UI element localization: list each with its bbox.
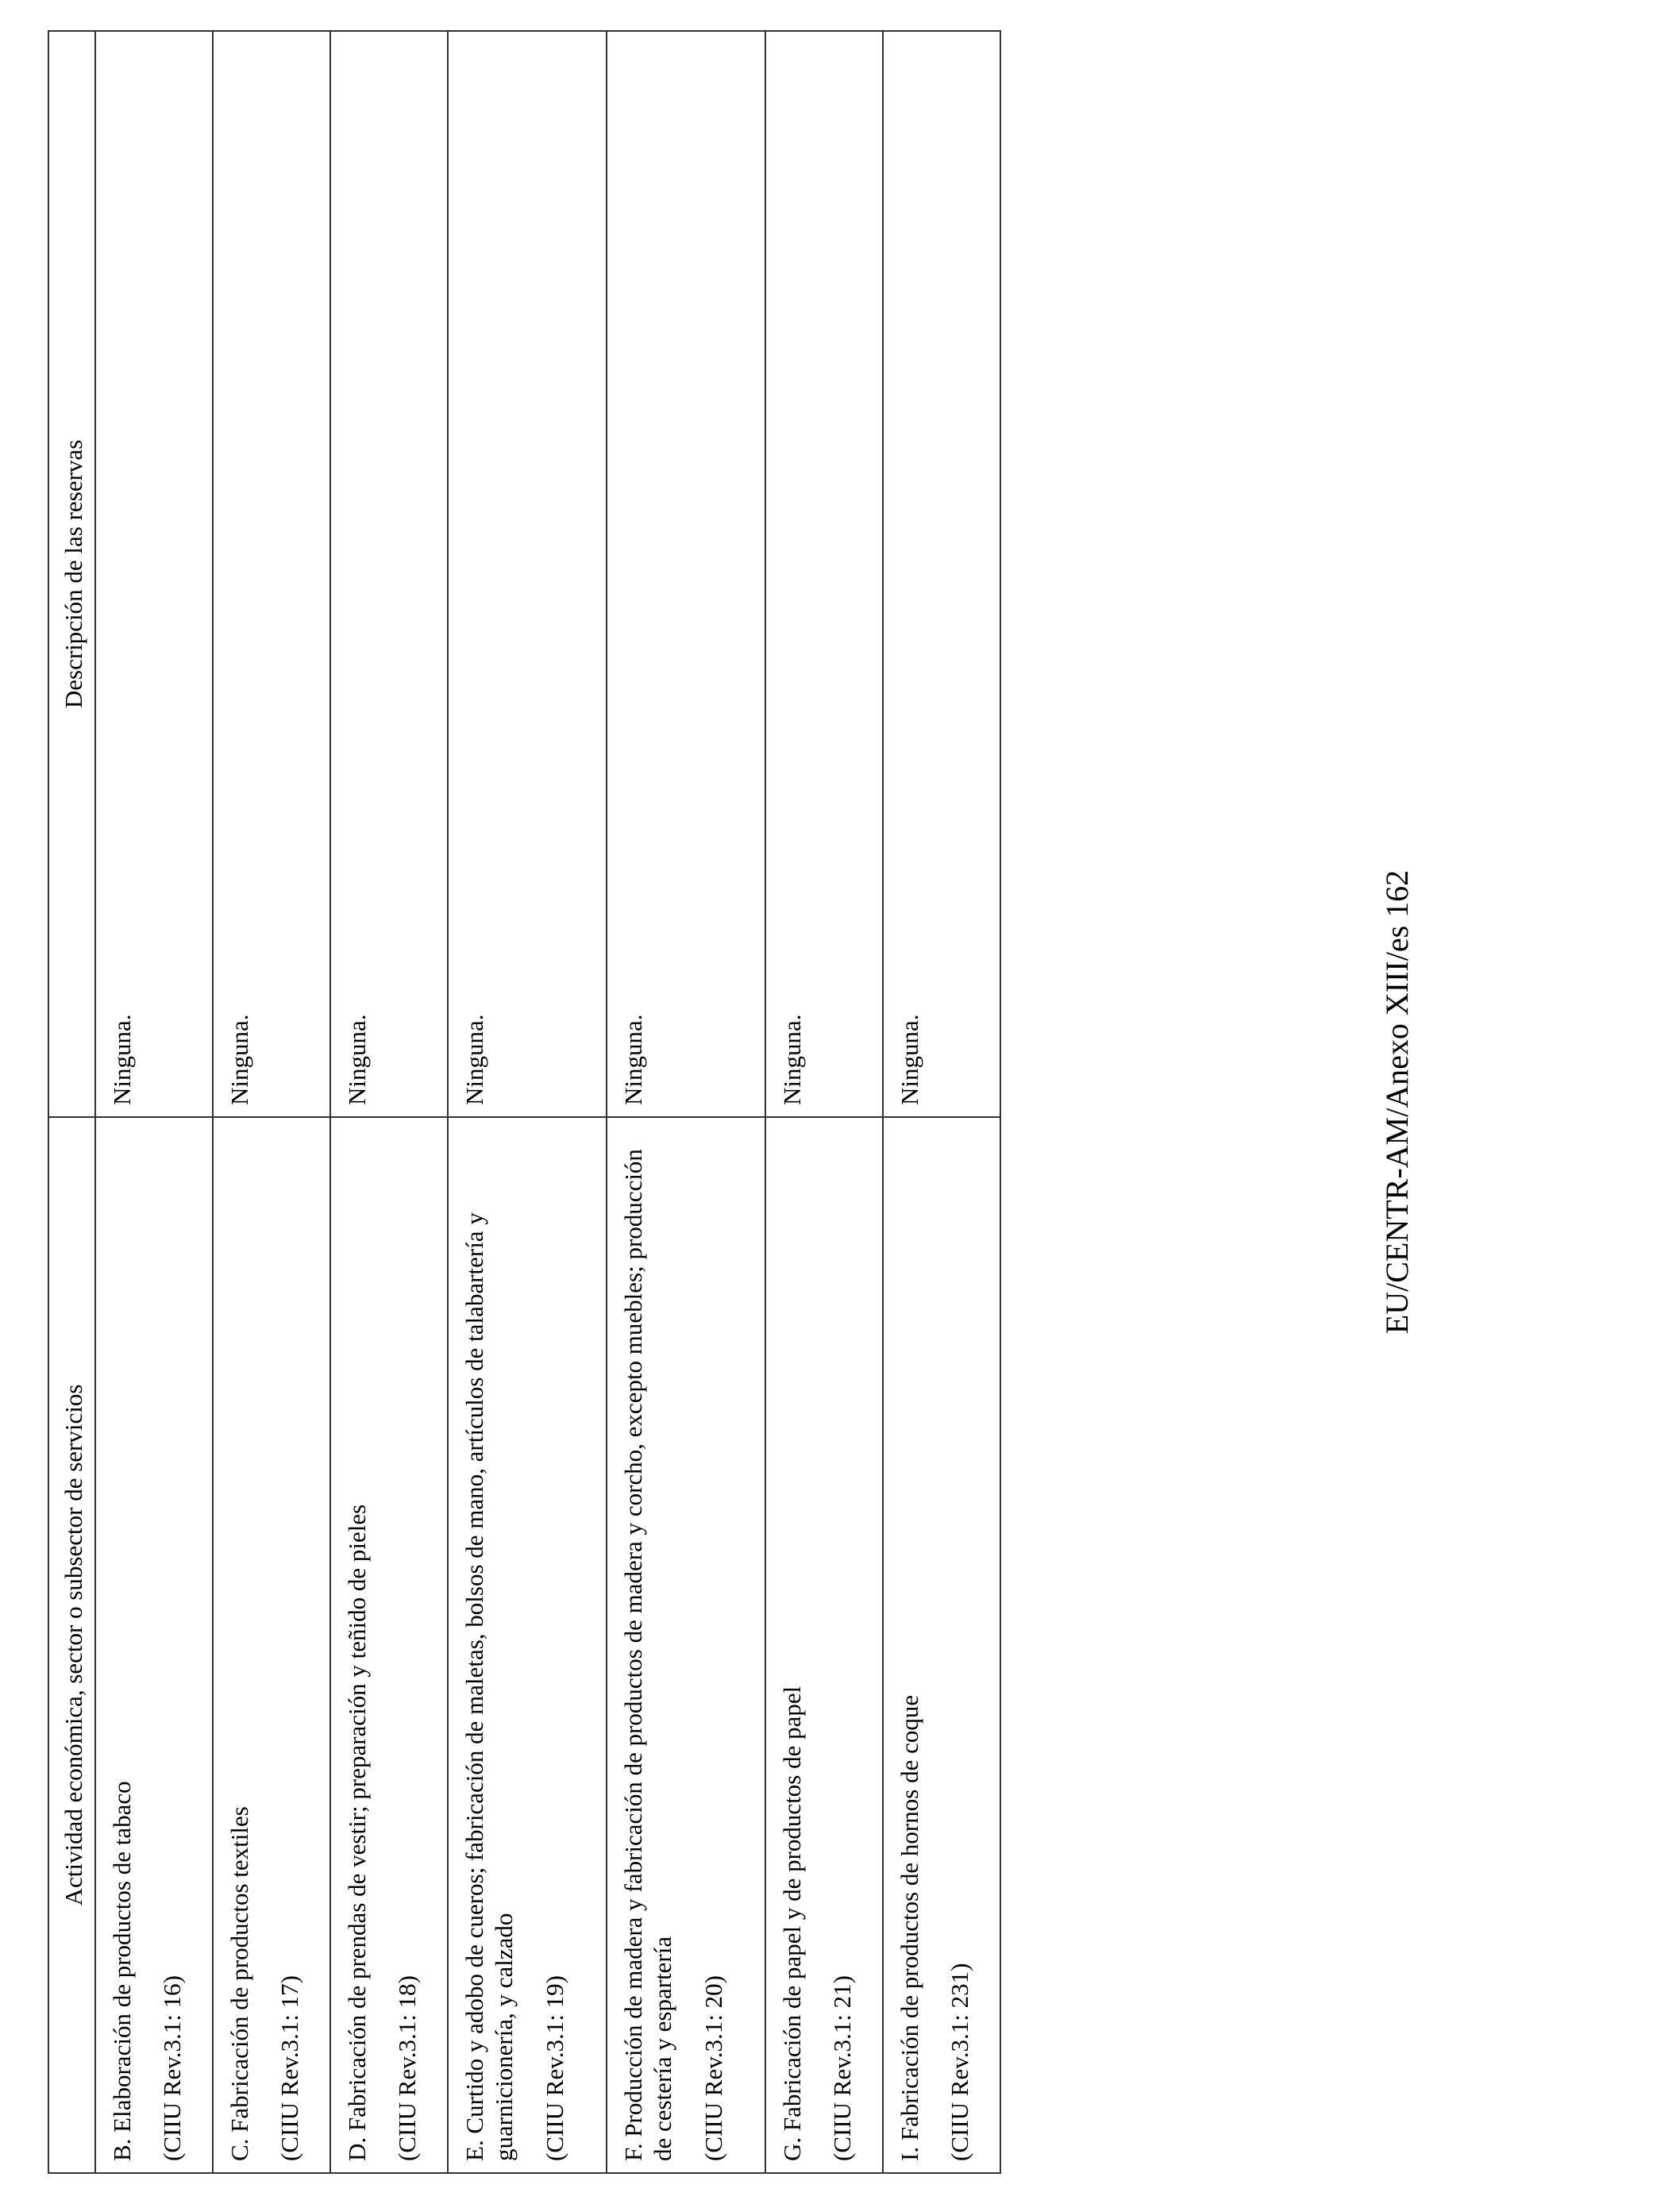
- header-reservations: Descripción de las reservas: [48, 31, 95, 1117]
- activity-cell: [448, 1117, 607, 2173]
- header-activity: Actividad económica, sector o subsector de servicios: [48, 1117, 95, 2173]
- reservation-cell: Ninguna.: [330, 31, 448, 1117]
- reservation-cell: Ninguna.: [883, 31, 1000, 1117]
- activity-text: D. Fabricación de prendas de vestir; preparación y teñido de pieles: [343, 1504, 372, 2161]
- activity-cell: [765, 1117, 883, 2173]
- activity-text: C. Fabricación de productos textiles: [225, 1806, 254, 2161]
- reservation-cell: Ninguna.: [607, 31, 765, 1117]
- activity-text: E. Curtido y adobo de cueros; fabricación de maletas, bolsos de mano, artículos de talabartería y guarnicionería, y calzado: [460, 1212, 518, 2161]
- activity-code: (CIIU Rev.3.1: 231): [946, 1963, 974, 2161]
- activity-code: (CIIU Rev.3.1: 20): [699, 1975, 727, 2161]
- document-reference: EU/CENTR-AM/Anexo XIII/es 162: [1379, 869, 1415, 1335]
- reservation-cell: Ninguna.: [448, 31, 607, 1117]
- activity-code: (CIIU Rev.3.1: 19): [540, 1975, 568, 2161]
- activity-cell: [213, 1117, 330, 2173]
- table-row: [448, 31, 607, 2173]
- reservation-cell: Ninguna.: [95, 31, 213, 1117]
- activity-code: (CIIU Rev.3.1: 16): [158, 1975, 187, 2161]
- activity-code: (CIIU Rev.3.1: 18): [393, 1975, 422, 2161]
- activity-code: (CIIU Rev.3.1: 21): [828, 1975, 857, 2161]
- reservation-cell: Ninguna.: [213, 31, 330, 1117]
- activity-text: F. Producción de madera y fabricación de productos de madera y corcho, excepto muebles; producción de cestería y espartería: [619, 1149, 677, 2161]
- table-row: [607, 31, 765, 2173]
- activity-cell: [95, 1117, 213, 2173]
- activity-cell: [330, 1117, 448, 2173]
- table-row: [95, 31, 213, 2173]
- table-row: [765, 31, 883, 2173]
- table-row: [213, 31, 330, 2173]
- table-header-row: [48, 31, 95, 2173]
- activity-text: B. Elaboración de productos de tabaco: [108, 1781, 137, 2161]
- table-row: [330, 31, 448, 2173]
- activity-text: G. Fabricación de papel y de productos de papel: [778, 1686, 807, 2161]
- activity-code: (CIIU Rev.3.1: 17): [276, 1975, 304, 2161]
- table-row: [883, 31, 1000, 2173]
- activity-cell: [607, 1117, 765, 2173]
- reservations-table: [48, 30, 1001, 2174]
- reservation-cell: Ninguna.: [765, 31, 883, 1117]
- activity-text: I. Fabricación de productos de hornos de coque: [896, 1694, 924, 2161]
- activity-cell: [883, 1117, 1000, 2173]
